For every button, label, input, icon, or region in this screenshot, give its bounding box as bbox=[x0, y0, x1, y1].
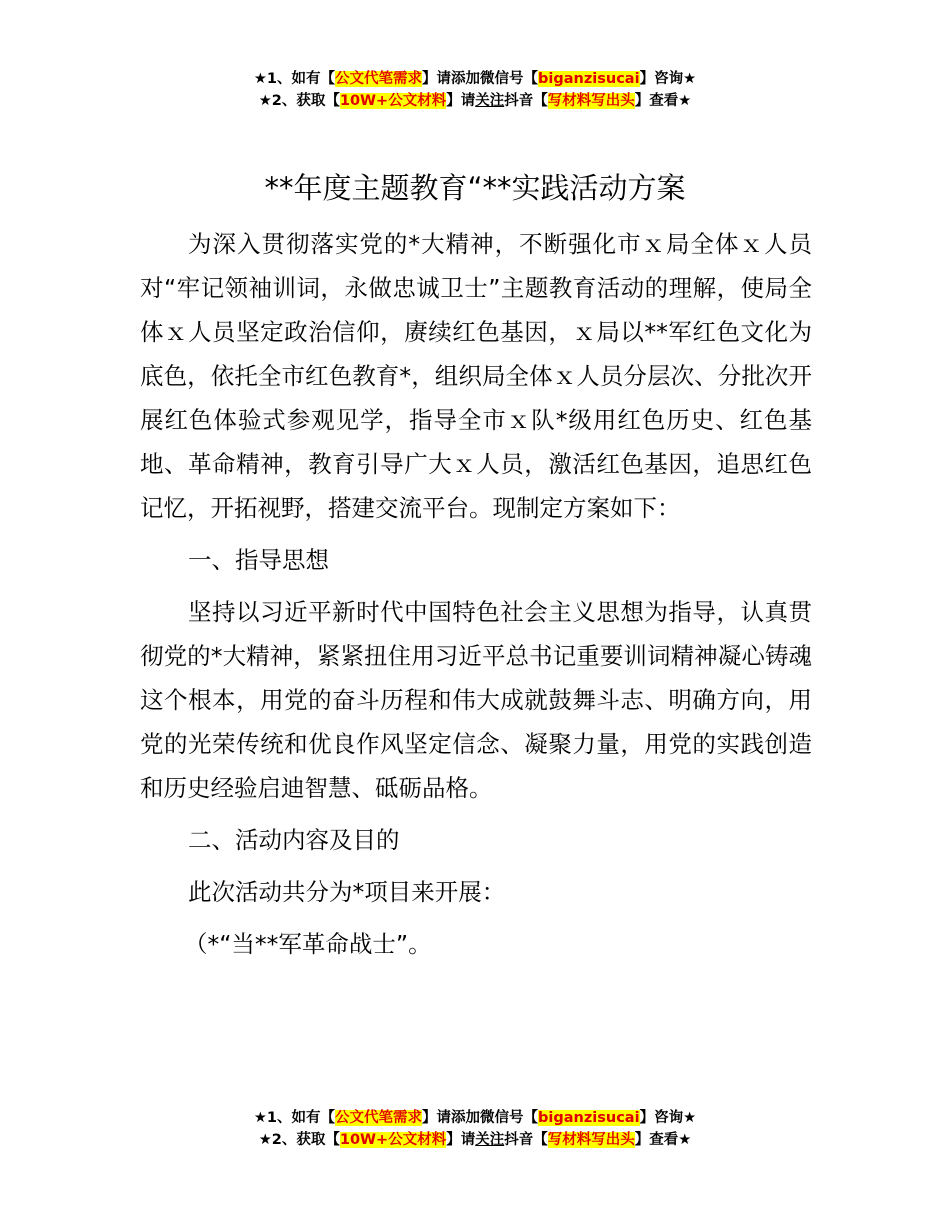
promo-line-1 bbox=[0, 68, 950, 90]
activity-content-paragraph: 此次活动共分为*项目来开展： bbox=[188, 878, 506, 906]
activity-item-1: （*“当**军革命战士”。 bbox=[184, 930, 432, 958]
document-body bbox=[140, 222, 812, 966]
promo-underlined: 关注 bbox=[475, 1132, 505, 1148]
douyin-account-highlight: 写材料写出头 bbox=[547, 1132, 635, 1148]
document-title: **年度主题教育“**实践活动方案 bbox=[264, 171, 686, 205]
promo-text: ★1、如有【 bbox=[253, 71, 336, 87]
promo-text: 】查看★ bbox=[634, 93, 692, 109]
promo-text: 】请添加微信号【 bbox=[422, 71, 539, 87]
promo-banner-bottom bbox=[0, 1107, 950, 1151]
promo-text: 】咨询★ bbox=[639, 1110, 697, 1126]
promo-text: 】查看★ bbox=[634, 1132, 692, 1148]
douyin-account-highlight: 写材料写出头 bbox=[547, 93, 635, 109]
promo-text: 】咨询★ bbox=[639, 71, 697, 87]
promo-text: 抖音【 bbox=[504, 93, 548, 109]
promo-line-2 bbox=[0, 90, 950, 112]
wechat-id-highlight: biganzisucai bbox=[538, 71, 640, 87]
intro-paragraph: 为深入贯彻落实党的*大精神，不断强化市ｘ局全体ｘ人员对“牢记领袖训词，永做忠诚卫士”主题教育活动的理解，使局全体ｘ人员坚定政治信仰，赓续红色基因，ｘ局以**军红色文化为底色，依托全市红色教育*，组织局全体ｘ人员分层次、分批次开展红色体验式参观见学，指导全市ｘ队*级用红色历史、红色基地、革命精神，教育引导广大ｘ人员，激活红色基因，追思红色记忆，开拓视野，搭建交流平台。现制定方案如下： bbox=[140, 230, 812, 522]
promo-text: 】请添加微信号【 bbox=[422, 1110, 539, 1126]
promo-highlight: 10W+公文材料 bbox=[339, 1132, 447, 1148]
promo-banner-top bbox=[0, 68, 950, 112]
promo-text: 】请 bbox=[446, 1132, 476, 1148]
section-heading-activity-content: 二、活动内容及目的 bbox=[188, 826, 400, 854]
promo-text: ★1、如有【 bbox=[253, 1110, 336, 1126]
promo-highlight: 10W+公文材料 bbox=[339, 93, 447, 109]
promo-text: ★2、获取【 bbox=[258, 1132, 340, 1148]
promo-line-1 bbox=[0, 1107, 950, 1129]
promo-text: 抖音【 bbox=[504, 1132, 548, 1148]
guiding-thought-paragraph: 坚持以习近平新时代中国特色社会主义思想为指导，认真贯彻党的*大精神，紧紧扭住用习近平总书记重要训词精神凝心铸魂这个根本，用党的奋斗历程和伟大成就鼓舞斗志、明确方向，用党的光荣传统和优良作风坚定信念、凝聚力量，用党的实践创造和历史经验启迪智慧、砥砺品格。 bbox=[140, 598, 812, 802]
promo-highlight: 公文代笔需求 bbox=[335, 1110, 423, 1126]
promo-underlined: 关注 bbox=[475, 93, 505, 109]
promo-text: 】请 bbox=[446, 93, 476, 109]
promo-text: ★2、获取【 bbox=[258, 93, 340, 109]
promo-highlight: 公文代笔需求 bbox=[335, 71, 423, 87]
wechat-id-highlight: biganzisucai bbox=[538, 1110, 640, 1126]
promo-line-2 bbox=[0, 1129, 950, 1151]
section-heading-guiding-thought: 一、指导思想 bbox=[188, 546, 329, 574]
